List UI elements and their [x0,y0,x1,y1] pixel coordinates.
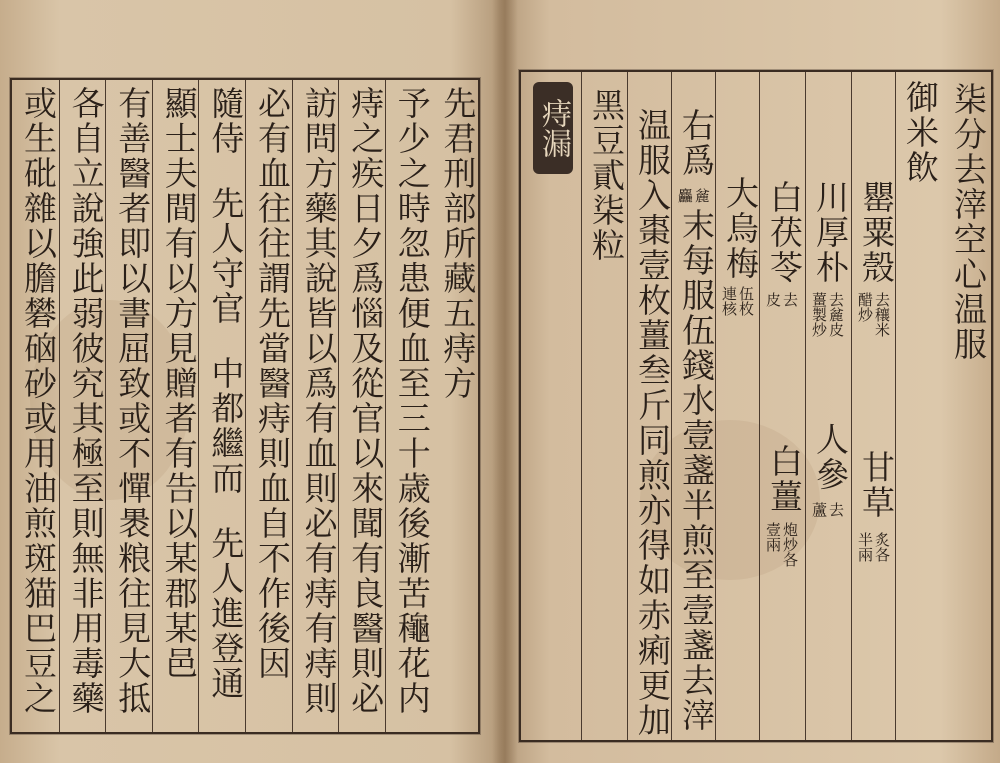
column-text [113,86,151,716]
herb-note: 炮炒各 壹兩 [764,522,799,567]
section-label [533,82,573,174]
column-rule [759,72,805,740]
herb-name: 白薑 [765,444,804,514]
herb-name: 甘草 [857,450,896,520]
text-segment: 顯士夫間有以方見贈者有告以某郡某邑 [159,86,199,681]
herb-note: 去 皮 [764,292,799,307]
column-rule [851,72,895,740]
formula-title: 御米飲 [901,80,940,185]
herb-name: 川厚朴 [811,180,850,285]
column-rule [715,72,759,740]
text-column [152,80,199,732]
text-segment: 有善醫者即以書屈致或不憚褁粮往見大抵 [113,86,153,716]
text-segment: 必有血往往謂先當醫痔則血自不作後因 [253,86,292,681]
text-column [245,80,292,732]
text-column [385,80,432,732]
text-segment: 先人進登通 [206,526,246,701]
herb-note: 去麄皮 薑製炒 [810,292,845,337]
text-segment: 痔之疾日夕爲惱及從官以來聞有良醫則必 [346,86,386,716]
text-line: 温服入棗壹枚薑叁斤同煎亦得如赤痢更加 [633,108,672,738]
column-text [438,86,476,401]
text-note: 麄 麤 [676,188,711,203]
text-segment: 訪問方藥其說皆以爲有血則必有痔有痔則 [299,86,339,716]
text-segment: 各自立說強此弱彼究其極至則無非用毒藥 [66,86,106,716]
herb-note: 去 蘆 [810,502,845,517]
column-text [160,86,198,681]
column-text [253,86,291,681]
text-line: 右爲 [677,108,716,178]
herb-note: 炙各 半兩 [856,532,891,562]
text-column [105,80,152,732]
column-text [393,86,431,716]
text-column [292,80,339,732]
text-segment: 隨侍 [206,86,246,156]
column-text [19,86,57,716]
text-column [338,80,385,732]
text-column [12,80,59,732]
text-segment: 中都繼而 [206,356,246,496]
column-text [67,86,105,716]
text-line: 黑豆貳柒粒 [587,88,626,263]
herb-name: 白茯苓 [765,180,804,285]
text-segment: 或生砒雜以膽礬硇砂或用油煎斑猫巴豆之 [19,86,58,716]
herb-name: 罌粟殼 [857,180,896,285]
text-line: 末每服伍錢水壹盞半煎至壹盞去滓 [677,208,716,733]
section-label-text: 痔漏 [536,98,571,158]
text-column [431,80,478,732]
column-text [206,86,244,701]
column-text [346,86,384,716]
text-segment: 先君刑部所藏五痔方 [438,86,478,401]
left-page-frame [10,78,480,734]
column-text [300,86,338,716]
text-column [59,80,106,732]
herb-name: 大烏梅 [721,176,760,281]
text-segment: 先人守官 [206,186,246,326]
right-page [505,0,1000,763]
herb-note: 去穰米 醋炒 [856,292,891,337]
column-rule [805,72,851,740]
herb-note: 伍枚 連核 [720,286,755,316]
text-segment: 予少之時忽患便血至三十歳後漸苦龝花内 [392,86,432,716]
herb-name: 人參 [811,422,850,492]
text-column [198,80,245,732]
text-line: 柒分去滓空心温服 [949,82,988,362]
right-page-frame [519,70,993,742]
